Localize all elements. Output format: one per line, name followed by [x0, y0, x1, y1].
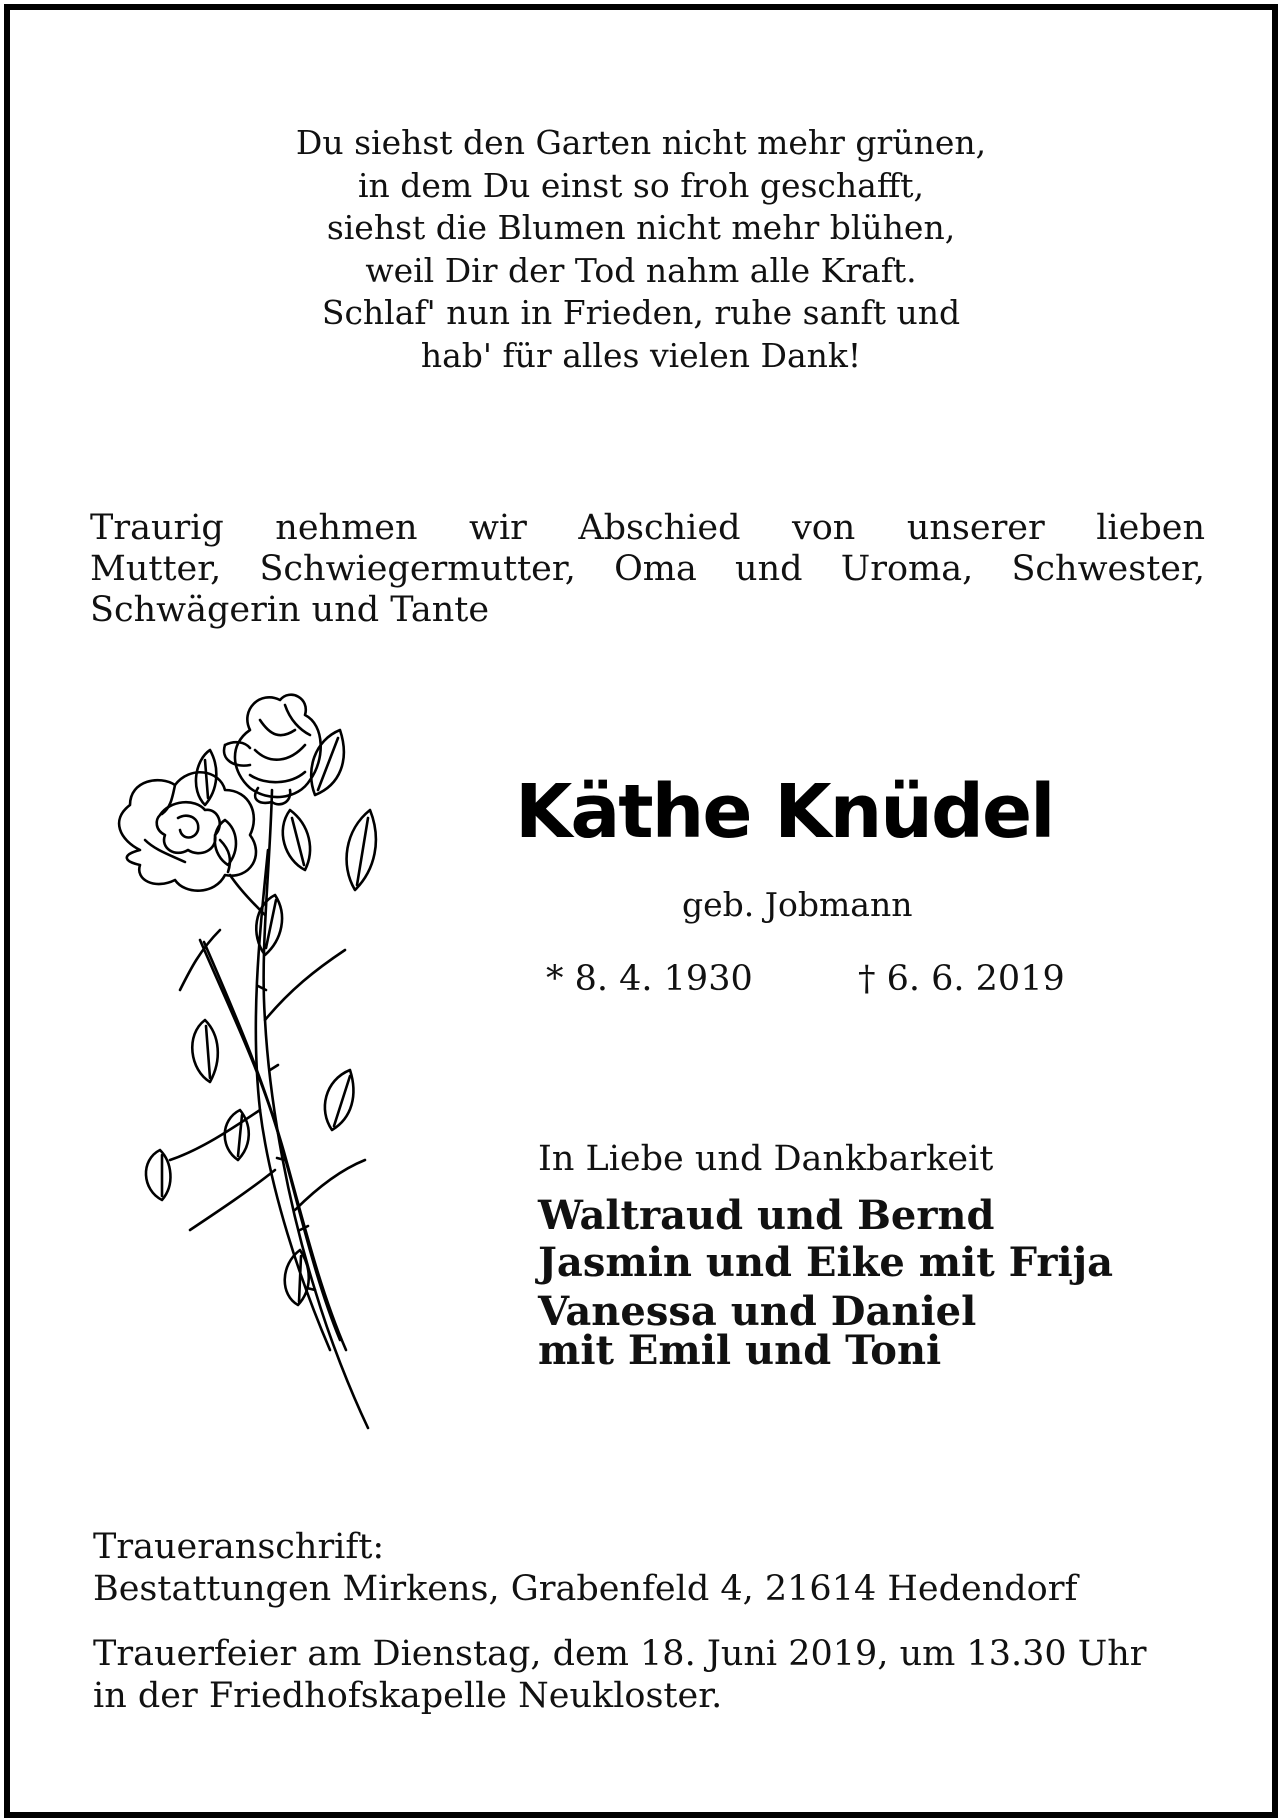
- ceremony-line: in der Friedhofskapelle Neukloster.: [93, 1676, 723, 1716]
- ceremony-line: Trauerfeier am Dienstag, dem 18. Juni 2019, um 13.30 Uhr: [93, 1634, 1147, 1674]
- poem-line: weil Dir der Tod nahm alle Kraft.: [365, 250, 917, 290]
- mourner-line: Vanessa und Daniel: [538, 1288, 977, 1335]
- poem-line: hab' für alles vielen Dank!: [420, 335, 862, 375]
- poem-line: Du siehst den Garten nicht mehr grünen,: [295, 123, 987, 162]
- deceased-name: Käthe Knüdel: [515, 769, 1054, 855]
- intro-line: Schwägerin und Tante: [90, 590, 490, 630]
- poem-line: Schlaf' nun in Frieden, ruhe sanft und: [321, 293, 961, 332]
- mourners-list: [538, 1192, 1113, 1374]
- maiden-name: geb. Jobmann: [682, 885, 913, 924]
- address-text: Bestattungen Mirkens, Grabenfeld 4, 21614 Hedendorf: [93, 1569, 1078, 1609]
- funeral-service-info: [93, 1633, 1147, 1717]
- death-date: † 6. 6. 2019: [858, 959, 1065, 999]
- birth-date: * 8. 4. 1930: [546, 959, 753, 999]
- rose-icon: [100, 690, 450, 1430]
- farewell-intro: [90, 508, 1205, 631]
- mourner-line: mit Emil und Toni: [538, 1327, 942, 1374]
- memorial-poem: [10, 122, 1272, 377]
- intro-line: Traurig nehmen wir Abschied von unserer lieben: [90, 508, 1205, 548]
- poem-line: siehst die Blumen nicht mehr blühen,: [326, 208, 956, 247]
- mourner-line: Waltraud und Bernd: [538, 1192, 995, 1239]
- intro-line: Mutter, Schwiegermutter, Oma und Uroma, Schwester,: [90, 549, 1205, 589]
- address-label: Traueranschrift:: [93, 1527, 385, 1567]
- mourner-line: Jasmin und Eike mit Frija: [538, 1239, 1113, 1286]
- poem-line: in dem Du einst so froh geschafft,: [357, 165, 925, 205]
- mourners-intro: In Liebe und Dankbarkeit: [538, 1139, 994, 1179]
- obituary-notice: [4, 4, 1278, 1818]
- mourning-address: [93, 1526, 1077, 1610]
